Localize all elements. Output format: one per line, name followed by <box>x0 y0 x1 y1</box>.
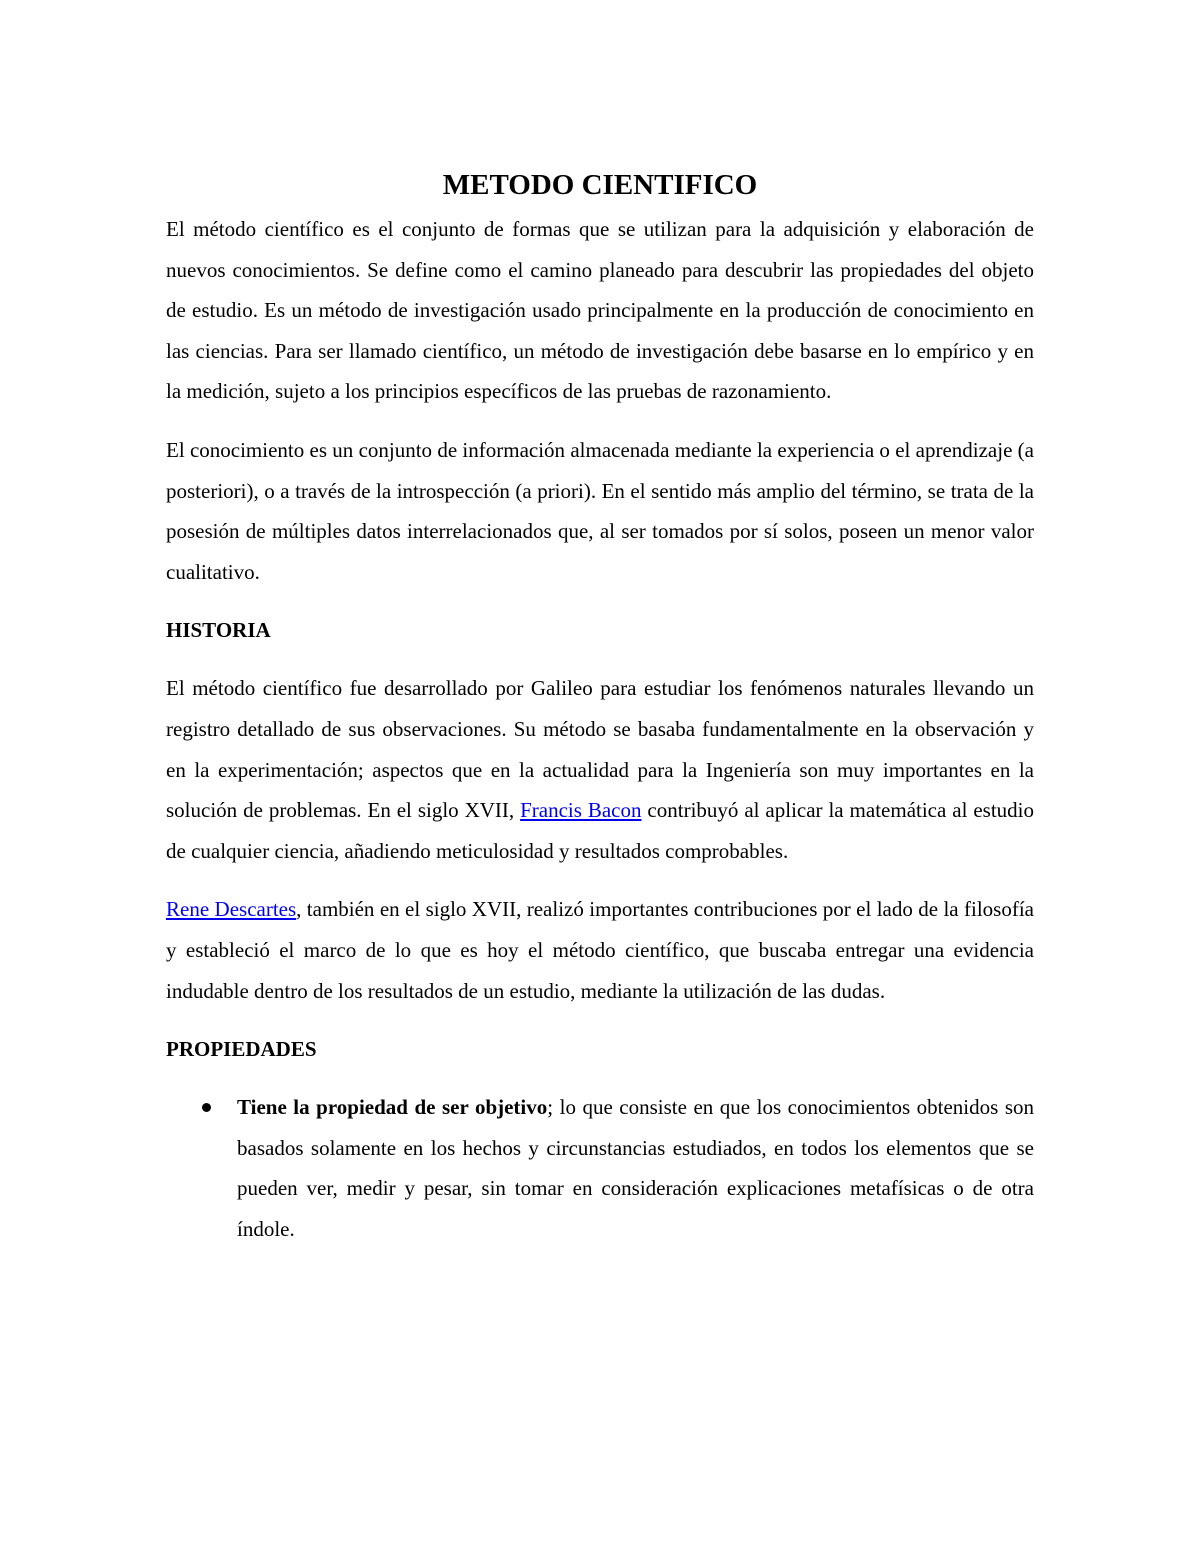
list-item <box>166 1087 1034 1249</box>
historia-paragraph-1 <box>166 668 1034 871</box>
property-bold-text: Tiene la propiedad de ser objetivo <box>237 1095 548 1120</box>
conocimiento-paragraph: El conocimiento es un conjunto de información almacenada mediante la experiencia o el aprendizaje (a posteriori), o a través de la introspección (a priori). En el sentido más amplio del término, se trata de la posesión de múltiples datos interrelacionados que, al ser tomados por sí solos, poseen un menor valor cualitativo. <box>166 437 1034 584</box>
historia-heading: HISTORIA <box>166 618 271 643</box>
rene-descartes-link[interactable]: Rene Descartes <box>166 897 297 922</box>
francis-bacon-link[interactable]: Francis Bacon <box>520 798 642 823</box>
document-page <box>166 165 1034 1249</box>
property-text: ; lo que consiste en que los conocimientos obtenidos son basados solamente en los hechos y circunstancias estudiados, en todos los elementos que se pueden ver, medir y pesar, sin tomar en consideración explicaciones metafísicas o de otra índole. <box>237 1095 1034 1241</box>
historia-p1-text: El método científico fue desarrollado por Galileo para estudiar los fenómenos naturales llevando un registro detallado de sus observaciones. Su método se basaba fundamentalmente en la observación y en la experimentación; aspectos que en la actualidad para la Ingeniería son muy importantes en la solución de problemas. En el siglo XVII, <box>166 676 1034 823</box>
bullet-icon <box>202 1103 211 1112</box>
historia-paragraph-2 <box>166 889 1034 1011</box>
propiedades-heading: PROPIEDADES <box>166 1037 317 1062</box>
propiedades-list <box>166 1087 1034 1249</box>
historia-p2-text: , también en el siglo XVII, realizó importantes contribuciones por el lado de la filosofía y estableció el marco de lo que es hoy el método científico, que buscaba entregar una evidencia indudable dentro de los resultados de un estudio, mediante la utilización de las dudas. <box>166 897 1034 1003</box>
intro-paragraph: El método científico es el conjunto de formas que se utilizan para la adquisición y elaboración de nuevos conocimientos. Se define como el camino planeado para descubrir las propiedades del objeto de estudio. Es un método de investigación usado principalmente en la producción de conocimiento en las ciencias. Para ser llamado científico, un método de investigación debe basarse en lo empírico y en la medición, sujeto a los principios específicos de las pruebas de razonamiento. <box>166 217 1034 404</box>
historia-p1-text-after: contribuyó al aplicar la matemática al estudio de cualquier ciencia, añadiendo meticulosidad y resultados comprobables. <box>166 798 1034 863</box>
document-title: METODO CIENTIFICO <box>442 169 758 201</box>
